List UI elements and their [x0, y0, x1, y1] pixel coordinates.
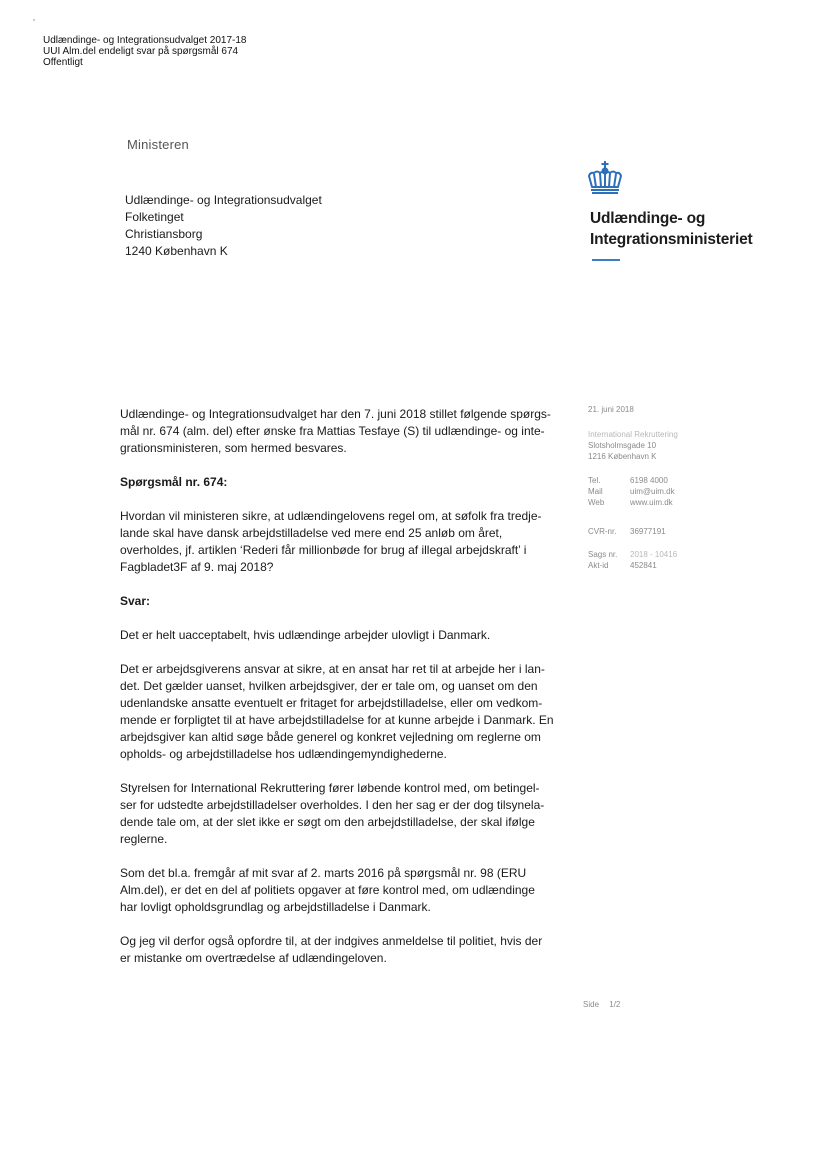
address-line-committee: Udlændinge- og Integrationsudvalget — [125, 193, 322, 207]
scan-mark: ʼ — [33, 18, 35, 28]
text-line: reglerne. — [120, 832, 168, 846]
ministry-name — [590, 208, 753, 250]
question-heading: Spørgsmål nr. 674: — [120, 475, 228, 489]
akt-row — [588, 560, 677, 571]
web-label: Web — [588, 498, 605, 507]
ministry-name-line2: Integrationsministeriet — [590, 231, 753, 248]
question-paragraph — [120, 508, 570, 576]
office-name: International Rekruttering — [588, 430, 678, 439]
text-line: Alm.del), er det en del af politiets opgaver at føre kontrol med, om udlændinge — [120, 883, 535, 897]
text-line: grationsministeren, som hermed besvares. — [120, 441, 347, 455]
case-ids — [588, 549, 677, 571]
crown-icon — [585, 160, 625, 196]
text-line: har lovligt opholdsgrundlag og arbejdstilladelse i Danmark. — [120, 900, 431, 914]
address-line-building: Christiansborg — [125, 227, 203, 241]
akt-label: Akt-id — [588, 561, 609, 570]
sags-label: Sags nr. — [588, 550, 618, 559]
answer-paragraph-3 — [120, 780, 570, 848]
office-city: 1216 København K — [588, 452, 657, 461]
stamp-line-committee: Udlændinge- og Integrationsudvalget 2017-18 — [43, 35, 247, 46]
text-line: ser for udstedte arbejdstilladelser overholdes. I den her sag er der dog tilsynela- — [120, 798, 545, 812]
text-line: Og jeg vil derfor også opfordre til, at der indgives anmeldelse til politiet, hvis der — [120, 934, 543, 948]
mail-value: uim@uim.dk — [630, 487, 675, 496]
answer-paragraph-1 — [120, 627, 570, 644]
letter-body — [120, 406, 570, 984]
answer-paragraph-4 — [120, 865, 570, 916]
intro-paragraph — [120, 406, 570, 457]
answer-heading: Svar: — [120, 594, 151, 608]
sags-row — [588, 549, 677, 560]
text-line: overholdes, jf. artiklen ‘Rederi får millionbøde for brug af illegal arbejdskraft’ i — [120, 543, 527, 557]
office-street: Slotsholmsgade 10 — [588, 441, 657, 450]
text-line: udenlandske ansatte eventuelt er fritaget for arbejdstilladelse, eller om vedkom- — [120, 696, 543, 710]
text-line: Udlændinge- og Integrationsudvalget har den 7. juni 2018 stillet følgende spørgs- — [120, 407, 551, 421]
cvr-info — [588, 526, 666, 537]
web-value: www.uim.dk — [630, 498, 673, 507]
address-line-parliament: Folketinget — [125, 210, 184, 224]
text-line: arbejdsgiver kan altid søge både generel og konkret vejledning om reglerne om — [120, 730, 541, 744]
text-line: mål nr. 674 (alm. del) efter ønske fra Mattias Tesfaye (S) til udlændinge- og inte- — [120, 424, 545, 438]
text-line: Det er helt uacceptabelt, hvis udlændinge arbejder ulovligt i Danmark. — [120, 628, 491, 642]
text-line: Fagbladet3F af 9. maj 2018? — [120, 560, 274, 574]
answer-paragraph-2 — [120, 661, 570, 763]
ministry-name-line1: Udlændinge- og — [590, 210, 706, 227]
contact-tel-row — [588, 475, 675, 486]
sender-title: Ministeren — [127, 137, 189, 152]
cvr-label: CVR-nr. — [588, 527, 617, 536]
document-stamp — [43, 35, 246, 68]
answer-paragraph-5 — [120, 933, 570, 967]
recipient-address — [125, 192, 322, 260]
letter-date: 21. juni 2018 — [588, 405, 634, 414]
page-value: 1/2 — [609, 1000, 621, 1009]
text-line: dende tale om, at der slet ikke er søgt om den arbejdstilladelse, der skal ifølge — [120, 815, 535, 829]
stamp-line-public: Offentligt — [43, 57, 83, 68]
stamp-line-case: UUI Alm.del endeligt svar på spørgsmål 674 — [43, 46, 239, 57]
text-line: er mistanke om overtrædelse af udlændingeloven. — [120, 951, 387, 965]
contact-mail-row — [588, 486, 675, 497]
page-number — [583, 1000, 620, 1009]
text-line: Det er arbejdsgiverens ansvar at sikre, at en ansat har ret til at arbejde her i lan- — [120, 662, 545, 676]
address-line-city: 1240 København K — [125, 244, 228, 258]
text-line: Styrelsen for International Rekruttering fører løbende kontrol med, om betingel- — [120, 781, 540, 795]
office-address — [588, 429, 678, 462]
page-label: Side — [583, 1000, 600, 1009]
tel-value: 6198 4000 — [630, 476, 668, 485]
text-line: opholds- og arbejdstilladelse hos udlændingemyndighederne. — [120, 747, 447, 761]
ministry-accent-line — [592, 259, 620, 261]
text-line: mende er forpligtet til at have arbejdstilladelse for at kunne arbejde i Danmark. En — [120, 713, 554, 727]
text-line: lande skal have dansk arbejdstilladelse ved mere end 25 anløb om året, — [120, 526, 503, 540]
contact-web-row — [588, 497, 675, 508]
contact-info — [588, 475, 675, 508]
cvr-value: 36977191 — [630, 527, 666, 536]
text-line: Hvordan vil ministeren sikre, at udlændingelovens regel om, at søfolk fra tredje- — [120, 509, 542, 523]
mail-label: Mail — [588, 487, 603, 496]
text-line: Som det bl.a. fremgår af mit svar af 2. marts 2016 på spørgsmål nr. 98 (ERU — [120, 866, 527, 880]
text-line: det. Det gælder uanset, hvilken arbejdsgiver, der er tale om, og uanset om den — [120, 679, 538, 693]
sags-value: 2018 - 10416 — [630, 550, 678, 559]
tel-label: Tel. — [588, 476, 601, 485]
akt-value: 452841 — [630, 561, 657, 570]
